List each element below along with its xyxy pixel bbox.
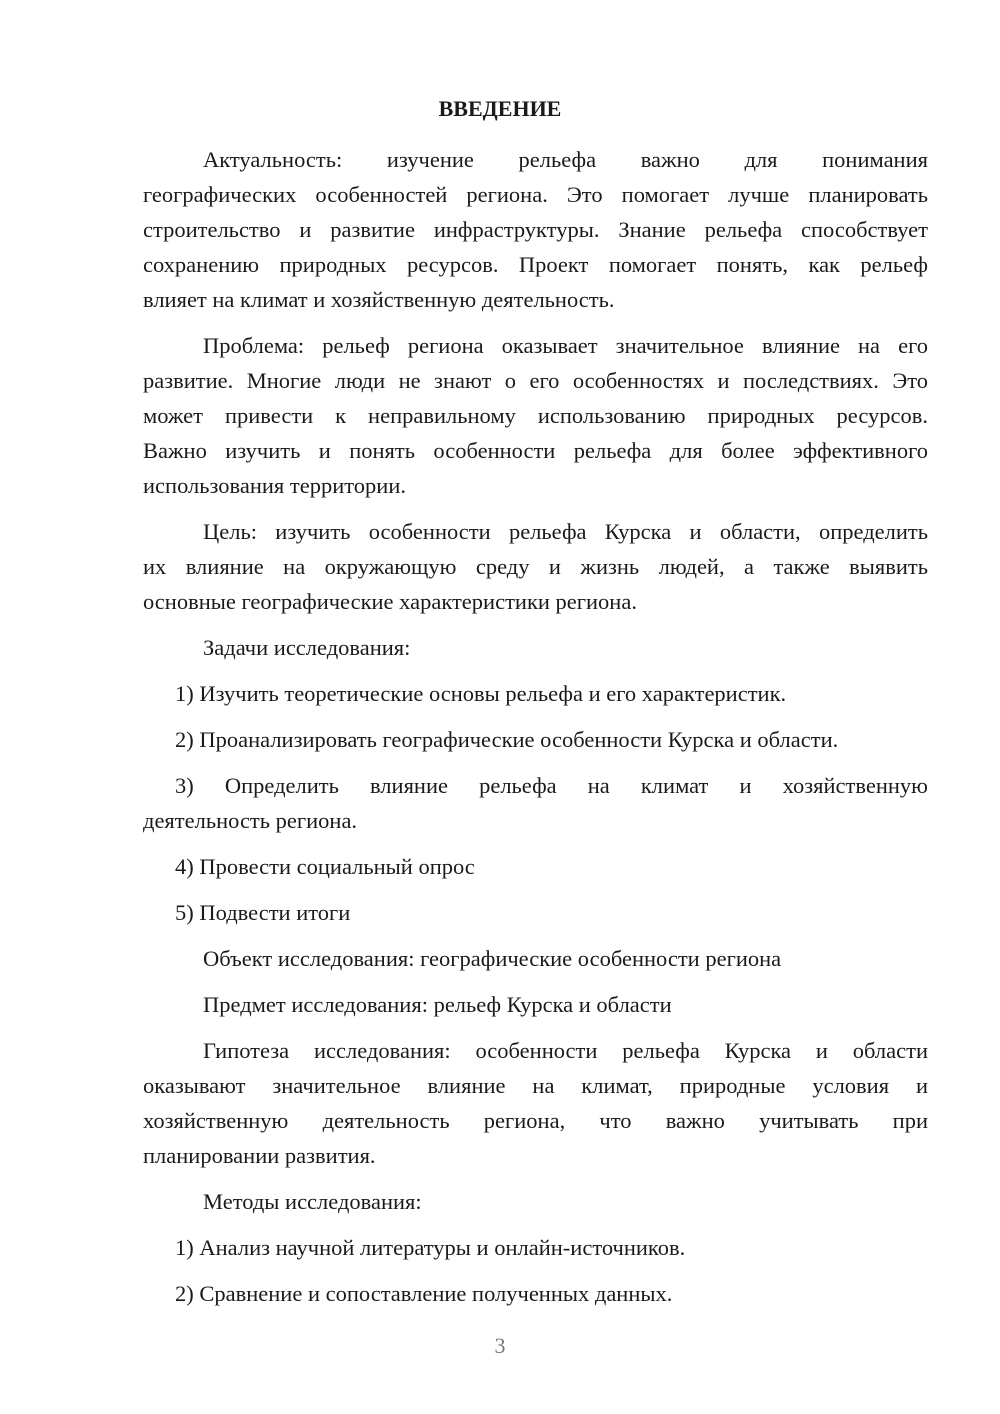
text-line: сохранению природных ресурсов. Проект помогает понять, как рельеф (143, 252, 928, 277)
paragraph (143, 987, 928, 1022)
text-line: 4) Провести социальный опрос (175, 854, 475, 879)
text-line: влияет на климат и хозяйственную деятельность. (143, 287, 615, 312)
text-line: 3) Определить влияние рельефа на климат и хозяйственную (175, 773, 928, 798)
page-title: ВВЕДЕНИЕ (438, 96, 562, 121)
list-item (143, 676, 928, 711)
text-line: развитие. Многие люди не знают о его особенностях и последствиях. Это (143, 368, 928, 393)
text-line: Задачи исследования: (203, 635, 411, 660)
text-line: географических особенностей региона. Это помогает лучше планировать (143, 182, 928, 207)
text-line: может привести к неправильному использованию природных ресурсов. (143, 403, 928, 428)
list-item (143, 849, 928, 884)
text-line: 1) Изучить теоретические основы рельефа и его характеристик. (175, 681, 787, 706)
text-line: оказывают значительное влияние на климат, природные условия и (143, 1073, 928, 1098)
text-line: 1) Анализ научной литературы и онлайн-источников. (175, 1235, 686, 1260)
text-line: Предмет исследования: рельеф Курска и области (203, 992, 672, 1017)
paragraph (143, 941, 928, 976)
text-line: 2) Сравнение и сопоставление полученных данных. (175, 1281, 673, 1306)
list-item (143, 895, 928, 930)
text-line: Актуальность: изучение рельефа важно для понимания (203, 147, 928, 172)
paragraph (143, 630, 928, 665)
text-line: их влияние на окружающую среду и жизнь людей, а также выявить (143, 554, 928, 579)
list-item (143, 1276, 928, 1311)
text-line: использования территории. (143, 473, 406, 498)
text-line: Методы исследования: (203, 1189, 422, 1214)
document-body (143, 142, 928, 1322)
text-line: строительство и развитие инфраструктуры. Знание рельефа способствует (143, 217, 928, 242)
text-line: 5) Подвести итоги (175, 900, 351, 925)
list-item (143, 1230, 928, 1265)
paragraph (143, 328, 928, 503)
text-line: Цель: изучить особенности рельефа Курска и области, определить (203, 519, 928, 544)
text-line: планировании развития. (143, 1143, 376, 1168)
paragraph (143, 1033, 928, 1173)
paragraph (143, 1184, 928, 1219)
text-line: Объект исследования: географические особенности региона (203, 946, 782, 971)
text-line: Важно изучить и понять особенности рельефа для более эффективного (143, 438, 928, 463)
text-line: 2) Проанализировать географические особенности Курска и области. (175, 727, 839, 752)
paragraph (143, 514, 928, 619)
paragraph (143, 142, 928, 317)
list-item (143, 768, 928, 838)
page-number: 3 (494, 1333, 506, 1358)
text-line: деятельность региона. (143, 808, 358, 833)
text-line: Гипотеза исследования: особенности рельефа Курска и области (203, 1038, 928, 1063)
text-line: хозяйственную деятельность региона, что важно учитывать при (143, 1108, 928, 1133)
text-line: Проблема: рельеф региона оказывает значительное влияние на его (203, 333, 928, 358)
list-item (143, 722, 928, 757)
text-line: основные географические характеристики региона. (143, 589, 637, 614)
